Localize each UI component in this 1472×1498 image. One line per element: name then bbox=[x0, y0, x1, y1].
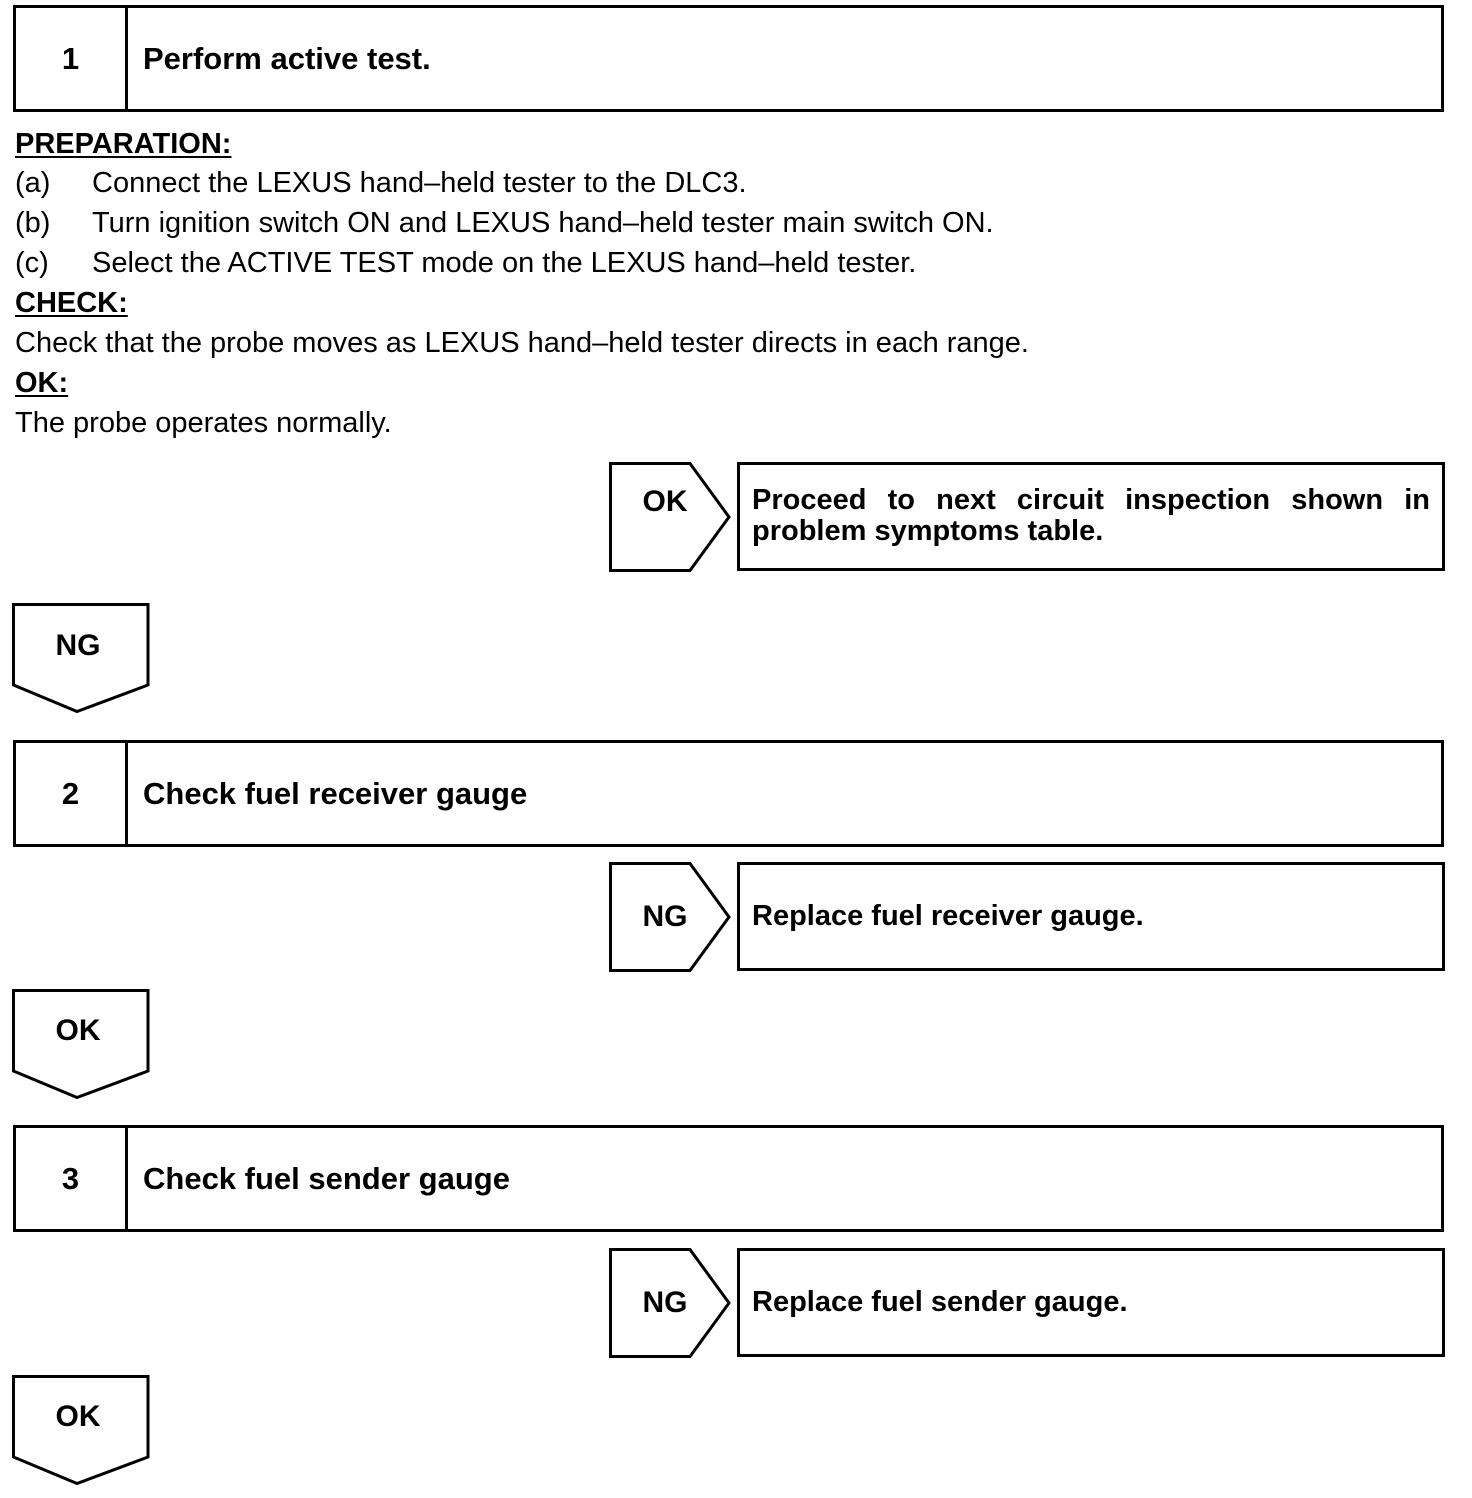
item-label: (b) bbox=[15, 207, 51, 239]
step-3-box bbox=[13, 1125, 1444, 1232]
check-text: Check that the probe moves as LEXUS hand–held tester directs in each range. bbox=[15, 327, 1029, 359]
preparation-item bbox=[15, 163, 747, 203]
step-2-box bbox=[13, 740, 1444, 847]
step-number: 1 bbox=[16, 8, 128, 109]
branch-label: OK bbox=[642, 485, 688, 518]
preparation-item bbox=[15, 243, 916, 283]
flow-label: OK bbox=[55, 1400, 101, 1433]
item-label: (c) bbox=[15, 247, 49, 279]
step-title: Check fuel sender gauge bbox=[143, 1160, 510, 1196]
ok-text: The probe operates normally. bbox=[15, 407, 392, 439]
branch-result: Replace fuel receiver gauge. bbox=[737, 862, 1445, 971]
step-number: 3 bbox=[16, 1128, 128, 1229]
branch-label: NG bbox=[642, 1286, 688, 1319]
branch-result: Proceed to next circuit inspection shown in problem symptoms table. bbox=[737, 462, 1445, 571]
step-1-box bbox=[13, 5, 1444, 112]
item-label: (a) bbox=[15, 167, 51, 199]
preparation-heading: PREPARATION: bbox=[15, 128, 232, 160]
flow-label: OK bbox=[55, 1014, 101, 1047]
item-text: Select the ACTIVE TEST mode on the LEXUS hand–held tester. bbox=[92, 247, 917, 279]
check-heading: CHECK: bbox=[15, 287, 128, 319]
item-text: Turn ignition switch ON and LEXUS hand–held tester main switch ON. bbox=[92, 207, 994, 239]
branch-label: NG bbox=[642, 900, 688, 933]
step-title: Perform active test. bbox=[143, 40, 431, 76]
flow-label: NG bbox=[55, 629, 101, 662]
ok-heading: OK: bbox=[15, 367, 69, 399]
branch-result: Replace fuel sender gauge. bbox=[737, 1248, 1445, 1357]
item-text: Connect the LEXUS hand–held tester to the DLC3. bbox=[92, 167, 747, 199]
step-number: 2 bbox=[16, 743, 128, 844]
step-title: Check fuel receiver gauge bbox=[143, 775, 528, 811]
preparation-item bbox=[15, 203, 994, 243]
